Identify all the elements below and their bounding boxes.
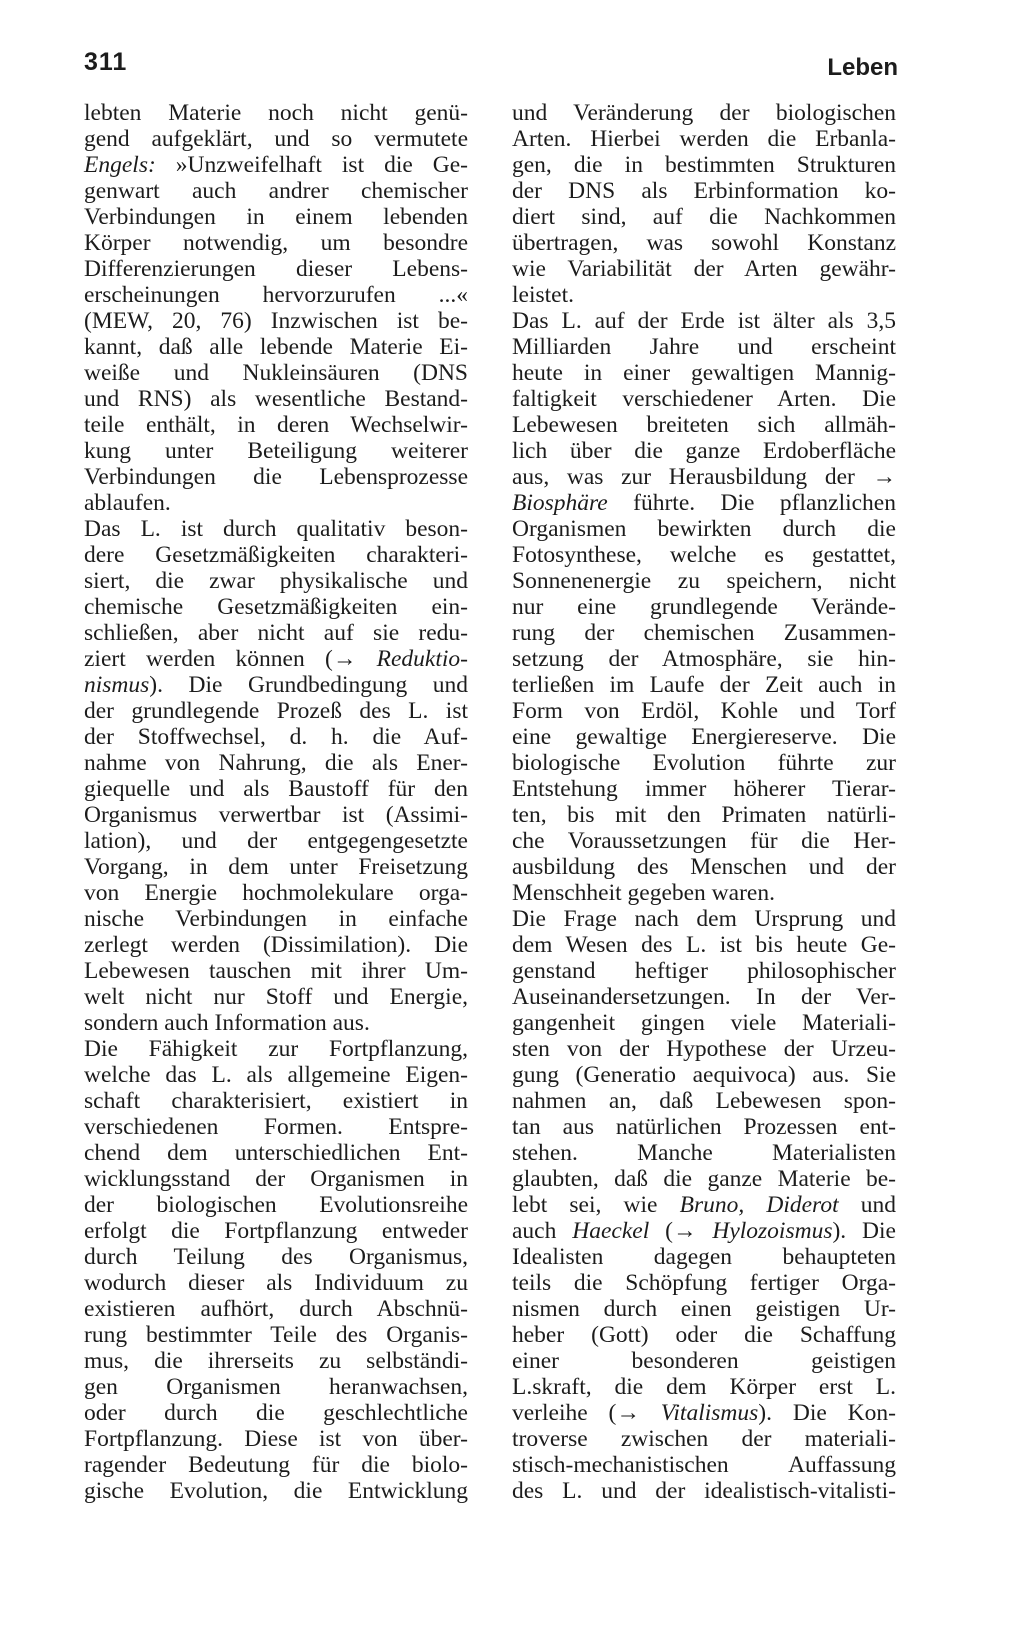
italic-term: Hylozoismus bbox=[712, 1218, 833, 1244]
text-segment: und bbox=[838, 1192, 897, 1218]
text-line: Verbindungen die Lebensprozesse bbox=[84, 464, 468, 490]
text-segment: lebt sei, wie bbox=[512, 1192, 680, 1218]
text-line: existieren aufhört, durch Abschnü- bbox=[84, 1296, 468, 1322]
text-line: Das L. ist durch qualitativ beson- bbox=[84, 516, 468, 542]
text-line: lation), und der entgegengesetzte bbox=[84, 828, 468, 854]
text-line: (MEW, 20, 76) Inzwischen ist be- bbox=[84, 308, 468, 334]
text-line: che Voraussetzungen für die Her- bbox=[512, 828, 896, 854]
italic-term: Vitalismus bbox=[660, 1400, 759, 1426]
text-line: der DNS als Erbinformation ko- bbox=[512, 178, 896, 204]
text-segment: (→ bbox=[649, 1218, 713, 1244]
text-line: nahmen an, daß Lebewesen spon- bbox=[512, 1088, 896, 1114]
text-line: einer besonderen geistigen bbox=[512, 1348, 896, 1374]
text-line bbox=[512, 1218, 896, 1244]
text-line: erscheinungen hervorzurufen ...« bbox=[84, 282, 468, 308]
text-line: heber (Gott) oder die Schaffung bbox=[512, 1322, 896, 1348]
text-line: Milliarden Jahre und erscheint bbox=[512, 334, 896, 360]
text-line: gen, die in bestimmten Strukturen bbox=[512, 152, 896, 178]
text-line: Organismen bewirkten durch die bbox=[512, 516, 896, 542]
italic-term: Engels: bbox=[84, 152, 156, 178]
text-line: Menschheit gegeben waren. bbox=[512, 880, 775, 906]
italic-term: Reduktio- bbox=[376, 646, 468, 672]
text-line: der biologischen Evolutionsreihe bbox=[84, 1192, 468, 1218]
text-line: Differenzierungen dieser Lebens- bbox=[84, 256, 468, 282]
text-segment: ziert werden können (→ bbox=[84, 646, 377, 672]
text-line: aus, was zur Herausbildung der → bbox=[512, 464, 896, 490]
text-line: oder durch die geschlechtliche bbox=[84, 1400, 468, 1426]
text-line: verschiedenen Formen. Entspre- bbox=[84, 1114, 468, 1140]
text-line: von Energie hochmolekulare orga- bbox=[84, 880, 468, 906]
text-line: troverse zwischen der materiali- bbox=[512, 1426, 896, 1452]
text-line: teils die Schöpfung fertiger Orga- bbox=[512, 1270, 896, 1296]
text-line: L.skraft, die dem Körper erst L. bbox=[512, 1374, 896, 1400]
text-segment: verleihe (→ bbox=[512, 1400, 661, 1426]
text-line: welt nicht nur Stoff und Energie, bbox=[84, 984, 468, 1010]
text-line: ausbildung des Menschen und der bbox=[512, 854, 896, 880]
text-segment: führte. Die pflanzlichen bbox=[607, 490, 896, 516]
text-line: sondern auch Information aus. bbox=[84, 1010, 370, 1036]
text-segment: auch bbox=[512, 1218, 573, 1244]
text-line: genstand heftiger philosophischer bbox=[512, 958, 896, 984]
text-line: und Veränderung der biologischen bbox=[512, 100, 896, 126]
text-line: weiße und Nukleinsäuren (DNS bbox=[84, 360, 468, 386]
text-line: Verbindungen in einem lebenden bbox=[84, 204, 468, 230]
text-line: der Stoffwechsel, d. h. die Auf- bbox=[84, 724, 468, 750]
text-line: dere Gesetzmäßigkeiten charakteri- bbox=[84, 542, 468, 568]
right-column bbox=[512, 100, 896, 1504]
text-line: gend aufgeklärt, und so vermutete bbox=[84, 126, 468, 152]
text-line: heute in einer gewaltigen Mannig- bbox=[512, 360, 896, 386]
text-line: wie Variabilität der Arten gewähr- bbox=[512, 256, 896, 282]
text-line: rung bestimmter Teile des Organis- bbox=[84, 1322, 468, 1348]
text-line: giequelle und als Baustoff für den bbox=[84, 776, 468, 802]
text-line: Form von Erdöl, Kohle und Torf bbox=[512, 698, 896, 724]
text-line: Auseinandersetzungen. In der Ver- bbox=[512, 984, 896, 1010]
text-line: diert sind, auf die Nachkommen bbox=[512, 204, 896, 230]
text-line: ablaufen. bbox=[84, 490, 171, 516]
text-line: Körper notwendig, um besondre bbox=[84, 230, 468, 256]
text-line: Sonnenenergie zu speichern, nicht bbox=[512, 568, 896, 594]
italic-term: Biosphäre bbox=[512, 490, 608, 516]
text-line: wicklungsstand der Organismen in bbox=[84, 1166, 468, 1192]
text-line: teile enthält, in deren Wechselwir- bbox=[84, 412, 468, 438]
text-line: biologische Evolution führte zur bbox=[512, 750, 896, 776]
text-line: chend dem unterschiedlichen Ent- bbox=[84, 1140, 468, 1166]
text-line: Fortpflanzung. Diese ist von über- bbox=[84, 1426, 468, 1452]
text-line: wodurch dieser als Individuum zu bbox=[84, 1270, 468, 1296]
text-line: Die Frage nach dem Ursprung und bbox=[512, 906, 896, 932]
text-line: tan aus natürlichen Prozessen ent- bbox=[512, 1114, 896, 1140]
text-line: lich über die ganze Erdoberfläche bbox=[512, 438, 896, 464]
text-line: der grundlegende Prozeß des L. ist bbox=[84, 698, 468, 724]
text-line: kannt, daß alle lebende Materie Ei- bbox=[84, 334, 468, 360]
text-line: ten, bis mit den Primaten natürli- bbox=[512, 802, 896, 828]
text-line: des L. und der idealistisch-vitalisti- bbox=[512, 1478, 896, 1504]
text-line: stisch-mechanistischen Auffassung bbox=[512, 1452, 896, 1478]
text-line: schließen, aber nicht auf sie redu- bbox=[84, 620, 468, 646]
text-line: gung (Generatio aequivoca) aus. Sie bbox=[512, 1062, 896, 1088]
text-line: Vorgang, in dem unter Freisetzung bbox=[84, 854, 468, 880]
text-line: Organismus verwertbar ist (Assimi- bbox=[84, 802, 468, 828]
text-line: nur eine grundlegende Verände- bbox=[512, 594, 896, 620]
text-line: Lebewesen tauschen mit ihrer Um- bbox=[84, 958, 468, 984]
italic-term: nismus bbox=[84, 672, 150, 698]
text-line: siert, die zwar physikalische und bbox=[84, 568, 468, 594]
text-line: Fotosynthese, welche es gestattet, bbox=[512, 542, 896, 568]
text-segment: ). Die bbox=[832, 1218, 896, 1244]
text-segment: »Unzweifelhaft ist die Ge- bbox=[155, 152, 468, 178]
text-line: Lebewesen breiteten sich allmäh- bbox=[512, 412, 896, 438]
text-segment: ). Die Grundbedingung und bbox=[149, 672, 468, 698]
text-line: nische Verbindungen in einfache bbox=[84, 906, 468, 932]
text-line: schaft charakterisiert, existiert in bbox=[84, 1088, 468, 1114]
text-line: genwart auch andrer chemischer bbox=[84, 178, 468, 204]
text-line: kung unter Beteiligung weiterer bbox=[84, 438, 468, 464]
text-line bbox=[512, 490, 896, 516]
text-line bbox=[512, 1192, 896, 1218]
text-line: Entstehung immer höherer Tierar- bbox=[512, 776, 896, 802]
text-line: sten von der Hypothese der Urzeu- bbox=[512, 1036, 896, 1062]
text-line: leistet. bbox=[512, 282, 574, 308]
text-line bbox=[512, 1400, 896, 1426]
text-line: welche das L. als allgemeine Eigen- bbox=[84, 1062, 468, 1088]
page-header bbox=[84, 48, 898, 82]
text-line: chemische Gesetzmäßigkeiten ein- bbox=[84, 594, 468, 620]
text-line: Die Fähigkeit zur Fortpflanzung, bbox=[84, 1036, 468, 1062]
text-line: stehen. Manche Materialisten bbox=[512, 1140, 896, 1166]
running-head: Leben bbox=[827, 54, 898, 81]
text-line: zerlegt werden (Dissimilation). Die bbox=[84, 932, 468, 958]
text-line: mus, die ihrerseits zu selbständi- bbox=[84, 1348, 468, 1374]
text-line: rung der chemischen Zusammen- bbox=[512, 620, 896, 646]
text-line: übertragen, was sowohl Konstanz bbox=[512, 230, 896, 256]
text-line bbox=[84, 152, 468, 178]
text-line: und RNS) als wesentliche Bestand- bbox=[84, 386, 468, 412]
text-line: Das L. auf der Erde ist älter als 3,5 bbox=[512, 308, 896, 334]
text-line bbox=[84, 646, 468, 672]
text-line: Arten. Hierbei werden die Erbanla- bbox=[512, 126, 896, 152]
text-line: gen Organismen heranwachsen, bbox=[84, 1374, 468, 1400]
text-line: nismen durch einen geistigen Ur- bbox=[512, 1296, 896, 1322]
text-line: glaubten, daß die ganze Materie be- bbox=[512, 1166, 896, 1192]
text-line: eine gewaltige Energiereserve. Die bbox=[512, 724, 896, 750]
italic-term: Bruno, Diderot bbox=[679, 1192, 839, 1218]
text-line: setzung der Atmosphäre, sie hin- bbox=[512, 646, 896, 672]
text-line: faltigkeit verschiedener Arten. Die bbox=[512, 386, 896, 412]
text-line: lebten Materie noch nicht genü- bbox=[84, 100, 468, 126]
text-line: dem Wesen des L. ist bis heute Ge- bbox=[512, 932, 896, 958]
text-line: nahme von Nahrung, die als Ener- bbox=[84, 750, 468, 776]
left-column bbox=[84, 100, 468, 1504]
text-line: gangenheit gingen viele Materiali- bbox=[512, 1010, 896, 1036]
text-line: Idealisten dagegen behaupteten bbox=[512, 1244, 896, 1270]
text-line bbox=[84, 672, 468, 698]
text-line: terließen im Laufe der Zeit auch in bbox=[512, 672, 896, 698]
text-line: ragender Bedeutung für die biolo- bbox=[84, 1452, 468, 1478]
text-line: gische Evolution, die Entwicklung bbox=[84, 1478, 468, 1504]
italic-term: Haeckel bbox=[572, 1218, 650, 1244]
text-line: durch Teilung des Organismus, bbox=[84, 1244, 468, 1270]
text-segment: ). Die Kon- bbox=[758, 1400, 896, 1426]
page-number: 311 bbox=[84, 48, 128, 76]
text-line: erfolgt die Fortpflanzung entweder bbox=[84, 1218, 468, 1244]
